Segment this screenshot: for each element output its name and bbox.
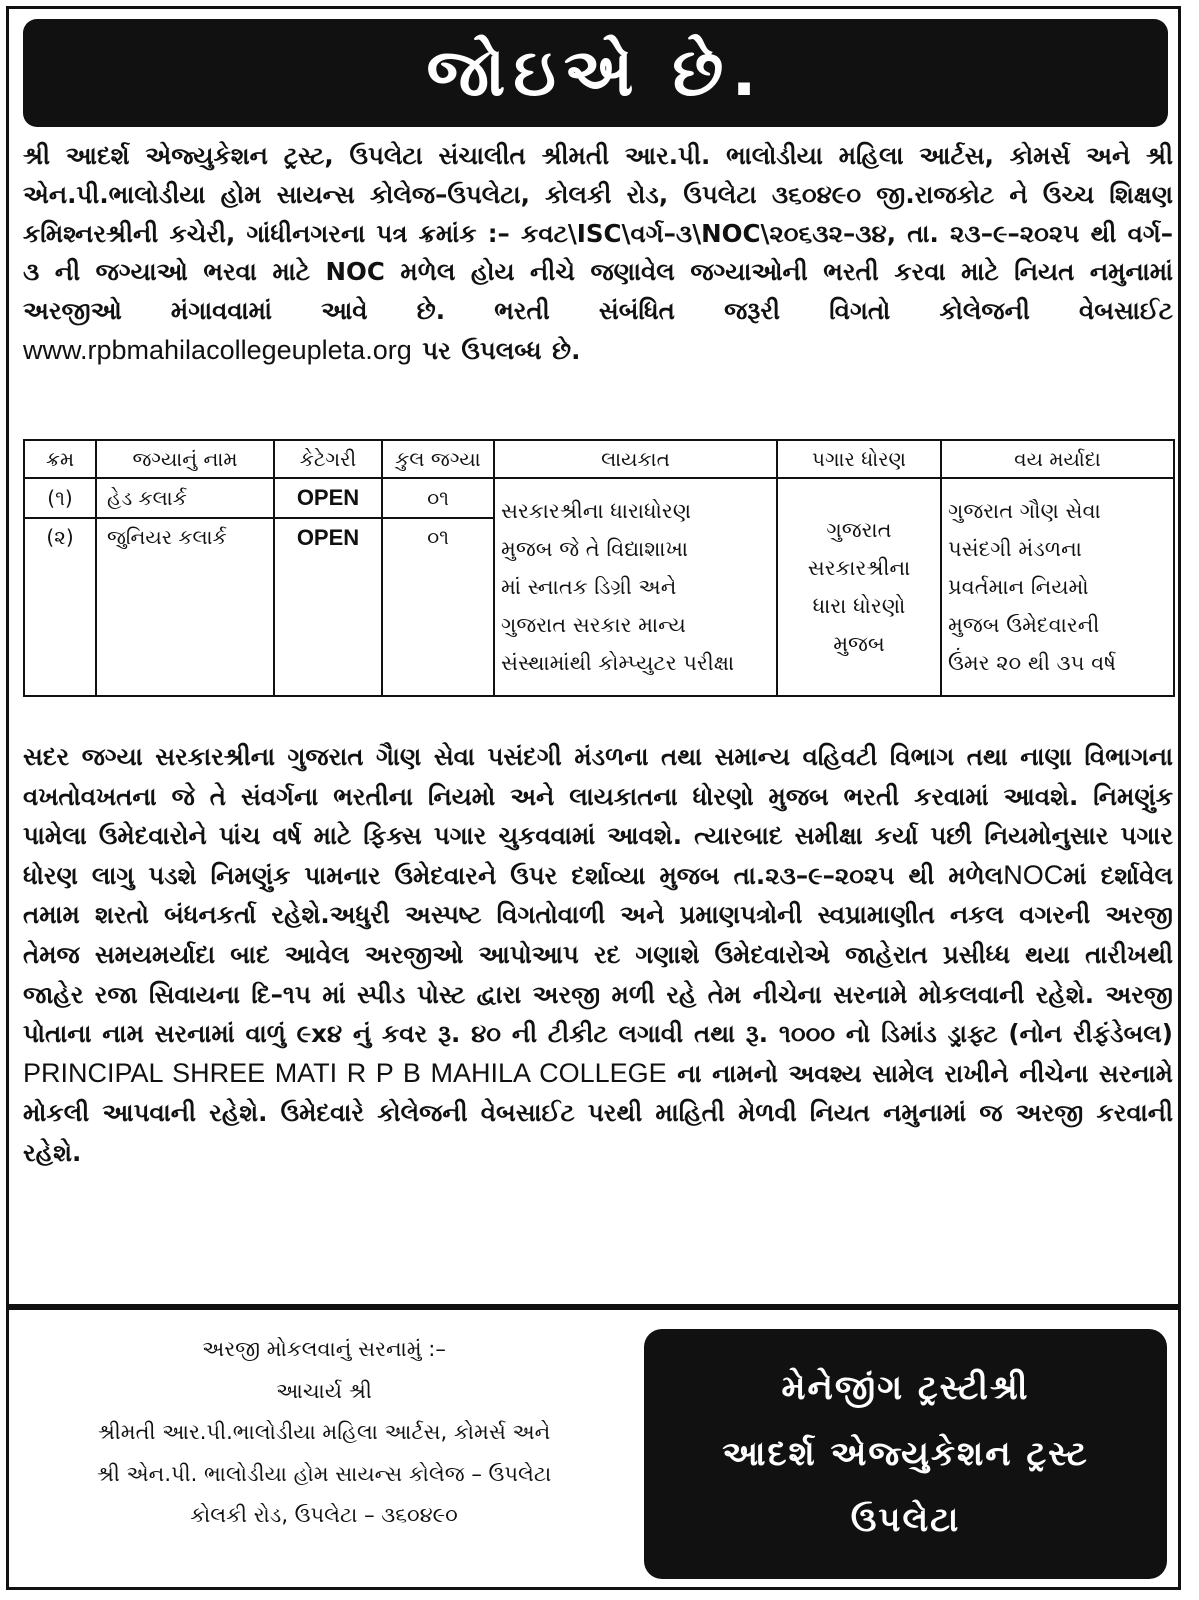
trustee-signature-box (644, 1329, 1167, 1579)
address-heading: અરજી મોકલવાનું સરનામું :– (202, 1337, 446, 1361)
age-limit-cell (941, 478, 1174, 696)
age-limit-line: ઉંમર ૨૦ થી ૩૫ વર્ષ (948, 651, 1116, 675)
count-cell: ૦૧ (382, 478, 494, 518)
post-name-cell: હેડ કલાર્ક (96, 478, 274, 518)
divider (9, 1304, 1178, 1310)
column-header: ક્રમ (24, 440, 96, 478)
intro-suffix: પર ઉપલબ્ધ છે. (422, 335, 581, 365)
page-title: જોઇએ છે. (23, 19, 1168, 127)
address-line: શ્રીમતી આર.પી.ભાલોડીયા મહિલા આર્ટસ, કોમર્સ અને (97, 1420, 551, 1444)
qualification-line: સરકારશ્રીના ધારાધોરણ (501, 499, 692, 523)
column-header: કુલ જગ્યા (382, 440, 494, 478)
category-cell: OPEN (274, 478, 382, 518)
count-cell: ૦૧ (382, 518, 494, 696)
table-header-row (24, 440, 1174, 478)
table-row (24, 478, 1174, 518)
address-line: કોલકી રોડ, ઉપલેટા – ૩૬૦૪૯૦ (190, 1503, 458, 1527)
qualification-line: મુજબ જે તે વિદ્યાશાખા (501, 537, 688, 561)
column-header: વય મર્યાદા (941, 440, 1174, 478)
terms-text: ના નામનો અવશ્ય સામેલ રાખીને નીચેના સરનામે મોકલી આપવાની રહેશે. ઉમેદવારે કોલેજની વેબસાઈટ પરથી માહિતી મેળવી નિયત નમુનામાં જ અરજી કરવાની રહેશે. (23, 1058, 1173, 1167)
column-header: લાયકાત (494, 440, 777, 478)
intro-text: શ્રી આદર્શ એજ્યુકેશન ટ્રસ્ટ, ઉપલેટા સંચાલીત શ્રીમતી આર.પી. ભાલોડીયા મહિલા આર્ટસ, કોમર્સ અને શ્રી એન.પી.ભાલોડીયા હોમ સાયન્સ કોલેજ–ઉપલેટા, કોલકી રોડ, ઉપલેટા ૩૬૦૪૯૦ જી.રાજકોટ ને ઉચ્ચ શિક્ષણ કમિશ્નરશ્રીની કચેરી, ગાંધીનગરના પત્ર ક્રમાંક :– કવટ\ISC\વર્ગ–૩\NOC\૨૦૬૩૨–૩૪, તા. ૨૩–૯–૨૦૨૫ થી વર્ગ–૩ ની જગ્યાઓ ભરવા માટે NOC મળેલ હોય નીચે જણાવેલ જગ્યાઓની ભરતી કરવા માટે નિયત નમુનામાં અરજીઓ મંગાવવામાં આવે છે. ભરતી સંબંધિત જરૂરી વિગતો કોલેજની વેબસાઈટ (23, 141, 1173, 326)
trustee-line: ઉપલેટા (850, 1500, 961, 1540)
age-limit-line: પસંદગી મંડળના (948, 537, 1082, 561)
qualification-line: ગુજરાત સરકાર માન્ય (501, 613, 686, 637)
terms-text: સદર જગ્યા સરકારશ્રીના ગુજરાત ગૈાણ સેવા પસંદગી મંડળના તથા સમાન્ય વહિવટી વિભાગ તથા નાણા વિભાગના વખતોવખતના જે તે સંવર્ગના ભરતીના નિયમો અને લાયકાતના ધોરણો મુજબ ભરતી કરવામાં આવશે. નિમણુંક પામેલા ઉમેદવારોને પાંચ વર્ષ માટે ફિક્સ પગાર ચુકવવામાં આવશે. ત્યારબાદ સમીક્ષા કર્યા પછી નિયમોનુસાર પગાર ધોરણ લાગુ પડશે નિમણુંક પામનાર ઉમેદવારને ઉપર દર્શાવ્યા મુજબ તા.૨૩–૯–૨૦૨૫ થી મળેલ (23, 742, 1173, 890)
qualification-line: સંસ્થામાંથી કોમ્પ્યુટર પરીક્ષા (501, 651, 735, 675)
column-header: જગ્યાનું નામ (96, 440, 274, 478)
qualification-cell (494, 478, 777, 696)
vacancy-table (23, 439, 1175, 697)
age-limit-line: પ્રવર્તમાન નિયમો (948, 575, 1089, 599)
column-header: કેટેગરી (274, 440, 382, 478)
trustee-line: આદર્શ એજ્યુકેશન ટ્રસ્ટ (722, 1434, 1089, 1474)
mailing-address (29, 1329, 619, 1537)
website-link[interactable]: www.rpbmahilacollegeupleta.org (23, 334, 412, 365)
post-name-cell: જુનિયર કલાર્ક (96, 518, 274, 696)
pay-scale-line: સરકારશ્રીના (807, 556, 911, 580)
pay-scale-line: ધારા ધોરણો (812, 594, 906, 618)
advertisement-page (6, 6, 1181, 1590)
age-limit-line: મુજબ ઉમેદવારની (948, 613, 1100, 637)
pay-scale-line: ગુજરાત (826, 518, 892, 542)
qualification-line: માં સ્નાતક ડિગ્રી અને (501, 575, 677, 599)
age-limit-line: ગુજરાત ગૌણ સેવા (948, 499, 1101, 523)
address-line: આચાર્ય શ્રી (276, 1378, 372, 1403)
noc-text: NOC (1003, 859, 1064, 890)
pay-scale-line: મુજબ (833, 632, 885, 656)
intro-paragraph (23, 137, 1173, 371)
category-cell: OPEN (274, 518, 382, 696)
column-header: પગાર ધોરણ (777, 440, 941, 478)
pay-scale-cell (777, 478, 941, 696)
terms-text: માં દર્શાવેલ તમામ શરતો બંધનકર્તા રહેશે.અધુરી અસ્પષ્ટ વિગતોવાળી અને પ્રમાણપત્રોની સ્વપ્રામાણીત નકલ વગરની અરજી તેમજ સમયમર્યાદા બાદ આવેલ અરજીઓ આપોઆપ રદ ગણાશે ઉમેદવારોએ જાહેરાત પ્રસીધ્ધ થયા તારીખથી જાહેર રજા સિવાયના દિ–૧૫ માં સ્પીડ પોસ્ટ દ્વારા અરજી મળી રહે તેમ નીચેના સરનામે મોકલવાની રહેશે. અરજી પોતાના નામ સરનામાં વાળું ૯x૪ નું કવર રૂ. ૪૦ ની ટીકીટ લગાવી તથા રૂ. ૧૦૦૦ નો ડિમાંડ ડ્રાફ્ટ (નોન રીફંડેબલ) (23, 860, 1173, 1049)
trustee-line: મેનેજીંગ ટ્રસ્ટીશ્રી (781, 1368, 1030, 1408)
serial-cell: (૨) (24, 518, 96, 696)
address-line: શ્રી એન.પી. ભાલોડીયા હોમ સાયન્સ કોલેજ – ઉપલેટા (96, 1461, 552, 1486)
terms-paragraph (23, 737, 1173, 1173)
payee-name: PRINCIPAL SHREE MATI R P B MAHILA COLLEGE (23, 1057, 667, 1088)
serial-cell: (૧) (24, 478, 96, 518)
